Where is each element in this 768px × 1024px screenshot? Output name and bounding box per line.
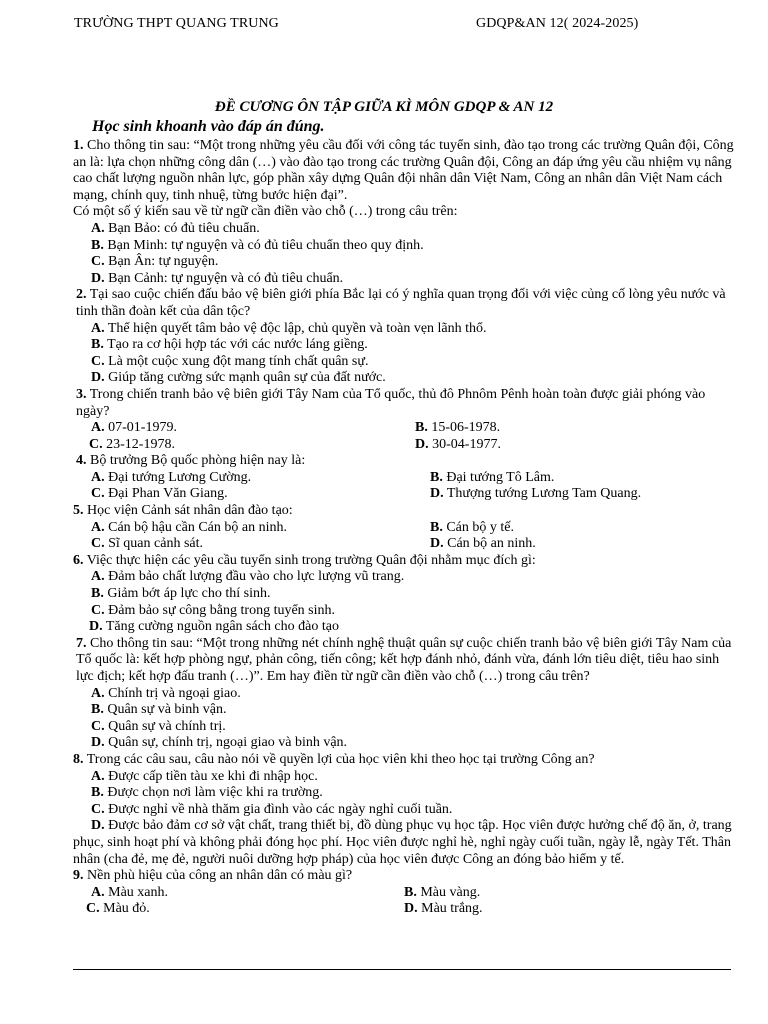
option: C. Được nghỉ về nhà thăm gia đình vào các ngày nghỉ cuối tuần. — [91, 801, 453, 817]
option: B. Được chọn nơi làm việc khi ra trường. — [91, 785, 323, 801]
option: D. Thượng tướng Lương Tam Quang. — [430, 486, 642, 502]
course-label: GDQP&AN 12( 2024-2025) — [476, 16, 639, 31]
question-text: Cho thông tin sau: “Một trong những yêu cầu đối với công tác tuyển sinh, đào tạo trong các trường Quân đội, Công an là: lựa chọn những công dân (…) vào đào tạo trong các trường Quân đội, Công an đáp ứng yêu cầu nhiệm vụ nâng cao chất lượng nguồn nhân lực, góp phần xây dựng Quân đội nhân dân Việt Nam, Công an nhân dân Việt Nam cách mạng, chính quy, tinh nhuệ, từng bước hiện đại”. — [73, 138, 734, 203]
question-7: 7. Cho thông tin sau: “Một trong những nét chính nghệ thuật quân sự cuộc chiến tranh bảo vệ biên giới Tây Nam của Tổ quốc là: kết hợp phòng ngự, phản công, tiến công; kết hợp đánh nhỏ, đánh vừa, đánh lớn tiêu diệt, tiêu hao sinh lực địch; kết hợp đấu tranh (…)”. Em hay điền từ ngữ cần điền vào chỗ (…) trong câu trên? — [76, 635, 732, 684]
option: B. Tạo ra cơ hội hợp tác với các nước láng giềng. — [91, 337, 368, 353]
option-row — [73, 520, 735, 537]
question-6: 6. Việc thực hiện các yêu cầu tuyển sinh trong trường Quân đội nhằm mục đích gì: — [73, 552, 536, 568]
question-list — [73, 138, 735, 918]
option: A. 07-01-1979. — [91, 420, 177, 436]
option: D. Màu trắng. — [404, 901, 483, 917]
option-row — [73, 901, 735, 918]
question-text: Học viện Cảnh sát nhân dân đào tạo: — [87, 503, 293, 519]
question-3: 3. Trong chiến tranh bảo vệ biên giới Tây Nam của Tổ quốc, thủ đô Phnôm Pênh hoàn toàn được giải phóng vào ngày? — [76, 386, 706, 419]
question-8: 8. Trong các câu sau, câu nào nói về quyền lợi của học viên khi theo học tại trường Công an? — [73, 751, 595, 767]
option: A. Đảm bảo chất lượng đầu vào cho lực lượng vũ trang. — [91, 569, 405, 585]
option: D. Cán bộ an ninh. — [430, 536, 536, 552]
option: C. Là một cuộc xung đột mang tính chất quân sự. — [91, 353, 369, 369]
option: A. Màu xanh. — [91, 884, 169, 900]
option: A. Chính trị và ngoại giao. — [91, 685, 241, 701]
question-4: 4. Bộ trưởng Bộ quốc phòng hiện nay là: — [76, 453, 306, 469]
option: D. Giúp tăng cường sức mạnh quân sự của đất nước. — [91, 370, 386, 386]
option: B. Đại tướng Tô Lâm. — [430, 469, 555, 485]
option-row — [73, 486, 735, 503]
option: A. Bạn Bảo: có đủ tiêu chuẩn. — [91, 220, 260, 236]
option: B. Màu vàng. — [404, 884, 481, 900]
question-text: Bộ trưởng Bộ quốc phòng hiện nay là: — [90, 453, 306, 469]
option: D. Tăng cường nguồn ngân sách cho đào tạo — [89, 619, 339, 635]
question-5: 5. Học viện Cảnh sát nhân dân đào tạo: — [73, 503, 293, 519]
question-text: Cho thông tin sau: “Một trong những nét chính nghệ thuật quân sự cuộc chiến tranh bảo vệ biên giới Tây Nam của Tổ quốc là: kết hợp phòng ngự, phản công, tiến công; kết hợp đánh nhỏ, đánh vừa, đánh lớn tiêu diệt, tiêu hao sinh lực địch; kết hợp đấu tranh (…)”. Em hay điền từ ngữ cần điền vào chỗ (…) trong câu trên? — [76, 635, 732, 684]
option-row — [73, 420, 735, 437]
option: C. 23-12-1978. — [89, 436, 175, 452]
option: A. Thể hiện quyết tâm bảo vệ độc lập, chủ quyền và toàn vẹn lãnh thổ. — [91, 320, 487, 336]
option: C. Màu đỏ. — [86, 901, 150, 917]
option: C. Quân sự và chính trị. — [91, 718, 226, 734]
question-text: Trong các câu sau, câu nào nói về quyền lợi của học viên khi theo học tại trường Công an? — [86, 751, 595, 767]
school-name: TRƯỜNG THPT QUANG TRUNG — [74, 16, 279, 31]
option-row — [73, 536, 735, 553]
option: D. Quân sự, chính trị, ngoại giao và binh vận. — [91, 735, 348, 751]
option: D. Được bảo đảm cơ sở vật chất, trang thiết bị, đồ dùng phục vụ học tập. Học viên được hưởng chế độ ăn, ở, trang phục, sinh hoạt phí và không phải đóng học phí. Học viên được nghỉ hè, nghỉ ngày cuối tuần, ngày lễ, ngày Tết. Thân nhân (cha đẻ, mẹ đẻ, người nuôi dưỡng hợp pháp) của học viên được Công an đóng bảo hiểm y tế. — [73, 818, 732, 867]
question-1: 1. Cho thông tin sau: “Một trong những yêu cầu đối với công tác tuyển sinh, đào tạo trong các trường Quân đội, Công an là: lựa chọn những công dân (…) vào đào tạo trong các trường Quân đội, Công an đáp ứng yêu cầu nhiệm vụ nâng cao chất lượng nguồn nhân lực, góp phần xây dựng Quân đội nhân dân Việt Nam, Công an nhân dân Việt Nam cách mạng, chính quy, tinh nhuệ, từng bước hiện đại”. — [73, 138, 734, 203]
option: D. 30-04-1977. — [415, 436, 501, 452]
footer-divider — [73, 969, 731, 970]
option: C. Đại Phan Văn Giang. — [91, 486, 228, 502]
option: B. Giảm bớt áp lực cho thí sinh. — [91, 586, 271, 602]
question-2: 2. Tại sao cuộc chiến đấu bảo vệ biên giới phía Bắc lại có ý nghĩa quan trọng đối với việc củng cố lòng yêu nước và tinh thần đoàn kết của dân tộc? — [76, 287, 726, 319]
option: B. Quân sự và binh vận. — [91, 702, 227, 718]
option: D. Bạn Cảnh: tự nguyện và có đủ tiêu chuẩn. — [91, 270, 344, 286]
option: B. Bạn Minh: tự nguyện và có đủ tiêu chuẩn theo quy định. — [91, 237, 424, 253]
instruction: Học sinh khoanh vào đáp án đúng. — [92, 118, 325, 135]
option-row — [73, 885, 735, 902]
option: B. Cán bộ y tế. — [430, 519, 514, 535]
question-text: Trong chiến tranh bảo vệ biên giới Tây Nam của Tổ quốc, thủ đô Phnôm Pênh hoàn toàn được giải phóng vào ngày? — [76, 386, 706, 419]
option: C. Sĩ quan cảnh sát. — [91, 536, 203, 552]
option: A. Được cấp tiền tàu xe khi đi nhập học. — [91, 768, 318, 784]
question-text: Việc thực hiện các yêu cầu tuyển sinh trong trường Quân đội nhằm mục đích gì: — [86, 552, 536, 568]
option: A. Cán bộ hậu cần Cán bộ an ninh. — [91, 519, 287, 535]
question-1-subtext: Có một số ý kiến sau về từ ngữ cần điền vào chỗ (…) trong câu trên: — [73, 204, 458, 220]
option: A. Đại tướng Lương Cường. — [91, 469, 252, 485]
option-row — [73, 470, 735, 487]
option: C. Bạn Ân: tự nguyện. — [91, 254, 219, 270]
question-text: Nền phù hiệu của công an nhân dân có màu gì? — [87, 868, 353, 884]
document-title: ĐỀ CƯƠNG ÔN TẬP GIỮA KÌ MÔN GDQP & AN 12 — [214, 99, 554, 115]
option: B. 15-06-1978. — [415, 420, 501, 436]
option: C. Đảm bảo sự công bằng trong tuyển sinh. — [91, 602, 336, 618]
question-text: Tại sao cuộc chiến đấu bảo vệ biên giới phía Bắc lại có ý nghĩa quan trọng đối với việc củng cố lòng yêu nước và tinh thần đoàn kết của dân tộc? — [76, 287, 726, 319]
question-9: 9. Nền phù hiệu của công an nhân dân có màu gì? — [73, 868, 353, 884]
option-row — [73, 437, 735, 454]
